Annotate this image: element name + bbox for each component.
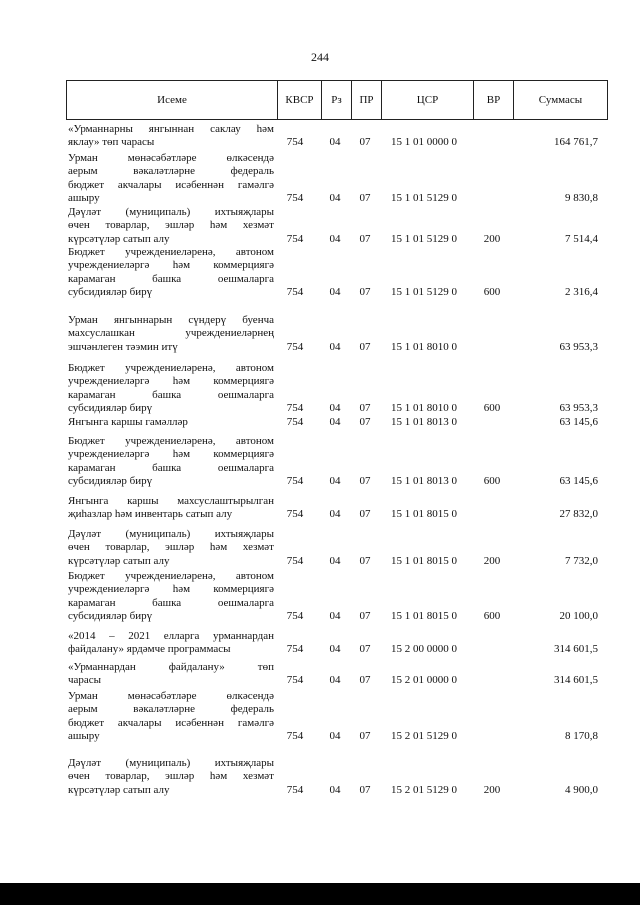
row-csr: 15 1 01 8010 0 bbox=[391, 402, 457, 415]
table-row bbox=[66, 314, 608, 354]
row-sum: 20 100,0 bbox=[559, 610, 598, 623]
row-sum: 63 953,3 bbox=[559, 402, 598, 415]
row-name-line: күрсәтүләр сатып алу bbox=[68, 554, 170, 567]
row-pr: 07 bbox=[359, 730, 371, 743]
row-rz: 04 bbox=[329, 508, 341, 521]
row-sum: 2 316,4 bbox=[565, 286, 598, 299]
row-rz: 04 bbox=[329, 286, 341, 299]
row-csr: 15 1 01 8010 0 bbox=[391, 340, 457, 353]
header-kvsr: КВСР bbox=[277, 81, 321, 119]
row-pr: 07 bbox=[359, 674, 371, 687]
row-name bbox=[68, 570, 274, 624]
table-row bbox=[66, 661, 608, 688]
row-kvsr: 754 bbox=[286, 783, 304, 796]
row-kvsr: 754 bbox=[286, 286, 304, 299]
row-name-line: Бюджет учреждениеләренә, автоном bbox=[68, 570, 274, 582]
row-name-line: Бюджет учреждениеләренә, автоном bbox=[68, 435, 274, 447]
row-rz: 04 bbox=[329, 475, 341, 488]
row-rz: 04 bbox=[329, 643, 341, 656]
row-name-line: субсидияләр бирү bbox=[68, 610, 153, 623]
row-name-line: карамаган башка оешмаларга bbox=[68, 461, 274, 474]
row-name-line: субсидияләр бирү bbox=[68, 286, 153, 299]
table-row bbox=[66, 570, 608, 624]
row-pr: 07 bbox=[359, 286, 371, 299]
row-name-line: учреждениеләргә һәм коммерциягә bbox=[68, 375, 274, 388]
row-kvsr: 754 bbox=[286, 475, 304, 488]
row-name-line: Янгынга каршы махсуслаштырылган bbox=[68, 495, 274, 507]
row-rz: 04 bbox=[329, 232, 341, 245]
row-name bbox=[68, 314, 274, 354]
row-name-line: Урман мөнәсәбәтләре өлкәсендә bbox=[68, 690, 274, 702]
row-csr: 15 1 01 8015 0 bbox=[391, 508, 457, 521]
row-kvsr: 754 bbox=[286, 192, 304, 205]
row-csr: 15 1 01 0000 0 bbox=[391, 136, 457, 149]
row-name-line: аерым вәкаләтләрне федераль bbox=[68, 703, 274, 716]
row-name-line: карамаган башка оешмаларга bbox=[68, 596, 274, 609]
row-name-line: бюджет акчалары исәбеннән гамәлгә bbox=[68, 716, 274, 729]
row-pr: 07 bbox=[359, 232, 371, 245]
row-csr: 15 1 01 8015 0 bbox=[391, 610, 457, 623]
row-csr: 15 1 01 5129 0 bbox=[391, 286, 457, 299]
row-kvsr: 754 bbox=[286, 232, 304, 245]
row-sum: 9 830,8 bbox=[565, 192, 598, 205]
row-name-line: Янгынга каршы гамәлләр bbox=[68, 416, 188, 428]
row-pr: 07 bbox=[359, 402, 371, 415]
row-name-line: карамаган башка оешмаларга bbox=[68, 272, 274, 285]
header-name: Исеме bbox=[157, 94, 187, 106]
row-name bbox=[68, 152, 274, 206]
scan-edge bbox=[0, 883, 640, 905]
table-row bbox=[66, 630, 608, 657]
row-pr: 07 bbox=[359, 475, 371, 488]
row-rz: 04 bbox=[329, 554, 341, 567]
row-name bbox=[68, 416, 274, 429]
row-csr: 15 1 01 8013 0 bbox=[391, 475, 457, 488]
row-name-line: учреждениеләргә һәм коммерциягә bbox=[68, 583, 274, 596]
row-sum: 27 832,0 bbox=[559, 508, 598, 521]
row-name-line: яклау» төп чарасы bbox=[68, 136, 155, 149]
row-name bbox=[68, 757, 274, 797]
row-name-line: җиһазлар һәм инвентарь сатып алу bbox=[68, 508, 233, 521]
header-csr: ЦСР bbox=[381, 81, 473, 119]
row-sum: 4 900,0 bbox=[565, 783, 598, 796]
row-sum: 63 145,6 bbox=[559, 415, 598, 428]
row-pr: 07 bbox=[359, 508, 371, 521]
row-csr: 15 2 01 0000 0 bbox=[391, 674, 457, 687]
row-pr: 07 bbox=[359, 783, 371, 796]
table-row bbox=[66, 690, 608, 744]
row-pr: 07 bbox=[359, 610, 371, 623]
row-name-line: учреждениеләргә һәм коммерциягә bbox=[68, 448, 274, 461]
row-csr: 15 1 01 8013 0 bbox=[391, 415, 457, 428]
row-name-line: Дәүләт (муниципаль) ихтыяҗлары bbox=[68, 528, 274, 540]
row-kvsr: 754 bbox=[286, 136, 304, 149]
row-sum: 314 601,5 bbox=[554, 674, 598, 687]
header-vr: ВР bbox=[473, 81, 513, 119]
row-name-line: файдалану» ярдәмче программасы bbox=[68, 643, 231, 656]
row-name bbox=[68, 246, 274, 300]
row-name-line: Бюджет учреждениеләренә, автоном bbox=[68, 246, 274, 258]
row-sum: 164 761,7 bbox=[554, 136, 598, 149]
row-kvsr: 754 bbox=[286, 402, 304, 415]
row-name bbox=[68, 690, 274, 744]
row-name-line: бюджет акчалары исәбеннән гамәлгә bbox=[68, 178, 274, 191]
row-csr: 15 2 00 0000 0 bbox=[391, 643, 457, 656]
row-csr: 15 2 01 5129 0 bbox=[391, 730, 457, 743]
row-vr: 600 bbox=[483, 475, 501, 488]
row-name-line: «2014 – 2021 елларга урманнардан bbox=[68, 630, 274, 642]
row-rz: 04 bbox=[329, 192, 341, 205]
row-pr: 07 bbox=[359, 192, 371, 205]
row-sum: 8 170,8 bbox=[565, 730, 598, 743]
table-row bbox=[66, 757, 608, 797]
table-header bbox=[66, 80, 608, 120]
row-rz: 04 bbox=[329, 730, 341, 743]
row-name-line: Урман мөнәсәбәтләре өлкәсендә bbox=[68, 152, 274, 164]
row-pr: 07 bbox=[359, 415, 371, 428]
row-sum: 7 732,0 bbox=[565, 554, 598, 567]
row-name bbox=[68, 528, 274, 568]
row-name-line: Дәүләт (муниципаль) ихтыяҗлары bbox=[68, 206, 274, 218]
row-name-line: өчен товарлар, эшләр һәм хезмәт bbox=[68, 770, 274, 783]
row-rz: 04 bbox=[329, 136, 341, 149]
row-kvsr: 754 bbox=[286, 554, 304, 567]
row-name-line: субсидияләр бирү bbox=[68, 475, 153, 488]
row-pr: 07 bbox=[359, 136, 371, 149]
row-rz: 04 bbox=[329, 783, 341, 796]
row-kvsr: 754 bbox=[286, 730, 304, 743]
table-row bbox=[66, 206, 608, 246]
row-kvsr: 754 bbox=[286, 415, 304, 428]
row-name-line: өчен товарлар, эшләр һәм хезмәт bbox=[68, 219, 274, 232]
header-sum: Суммасы bbox=[513, 81, 607, 119]
row-pr: 07 bbox=[359, 643, 371, 656]
table-row bbox=[66, 123, 608, 150]
row-csr: 15 1 01 5129 0 bbox=[391, 232, 457, 245]
table-row bbox=[66, 495, 608, 522]
row-kvsr: 754 bbox=[286, 508, 304, 521]
row-kvsr: 754 bbox=[286, 340, 304, 353]
row-name bbox=[68, 206, 274, 246]
row-name bbox=[68, 435, 274, 489]
row-name-line: махсуслашкан учреждениеләрнең bbox=[68, 327, 274, 340]
table-row bbox=[66, 362, 608, 416]
row-vr: 200 bbox=[483, 783, 501, 796]
row-vr: 600 bbox=[483, 402, 501, 415]
row-name bbox=[68, 362, 274, 416]
table-row bbox=[66, 528, 608, 568]
row-name-line: субсидияләр бирү bbox=[68, 402, 153, 415]
table-row bbox=[66, 246, 608, 300]
row-kvsr: 754 bbox=[286, 674, 304, 687]
row-vr: 200 bbox=[483, 232, 501, 245]
page-number: 244 bbox=[311, 50, 329, 64]
row-kvsr: 754 bbox=[286, 610, 304, 623]
row-name-line: Урман янгыннарын сүндерү буенча bbox=[68, 314, 274, 326]
row-name-line: карамаган башка оешмаларга bbox=[68, 388, 274, 401]
row-name-line: аерым вәкаләтләрне федераль bbox=[68, 165, 274, 178]
row-name bbox=[68, 495, 274, 522]
row-name-line: эшчәнлеген тәэмин итү bbox=[68, 340, 178, 353]
row-sum: 63 145,6 bbox=[559, 475, 598, 488]
table-row bbox=[66, 152, 608, 206]
row-vr: 600 bbox=[483, 286, 501, 299]
row-name-line: ашыру bbox=[68, 192, 100, 205]
row-name-line: чарасы bbox=[68, 674, 102, 687]
row-pr: 07 bbox=[359, 554, 371, 567]
row-csr: 15 1 01 5129 0 bbox=[391, 192, 457, 205]
row-name bbox=[68, 661, 274, 688]
row-vr: 200 bbox=[483, 554, 501, 567]
row-sum: 314 601,5 bbox=[554, 643, 598, 656]
row-csr: 15 2 01 5129 0 bbox=[391, 783, 457, 796]
row-sum: 63 953,3 bbox=[559, 340, 598, 353]
row-name-line: Бюджет учреждениеләренә, автоном bbox=[68, 362, 274, 374]
row-name-line: «Урманнарны янгыннан саклау һәм bbox=[68, 123, 274, 135]
row-pr: 07 bbox=[359, 340, 371, 353]
row-rz: 04 bbox=[329, 610, 341, 623]
row-name-line: Дәүләт (муниципаль) ихтыяҗлары bbox=[68, 757, 274, 769]
row-rz: 04 bbox=[329, 415, 341, 428]
row-name bbox=[68, 123, 274, 150]
row-rz: 04 bbox=[329, 340, 341, 353]
row-name-line: учреждениеләргә һәм коммерциягә bbox=[68, 259, 274, 272]
row-name-line: күрсәтүләр сатып алу bbox=[68, 783, 170, 796]
header-rz: Рз bbox=[321, 81, 351, 119]
row-name bbox=[68, 630, 274, 657]
table-row bbox=[66, 416, 608, 429]
row-name-line: ашыру bbox=[68, 730, 100, 743]
row-vr: 600 bbox=[483, 610, 501, 623]
header-pr: ПР bbox=[351, 81, 381, 119]
row-sum: 7 514,4 bbox=[565, 232, 598, 245]
row-kvsr: 754 bbox=[286, 643, 304, 656]
row-csr: 15 1 01 8015 0 bbox=[391, 554, 457, 567]
row-name-line: өчен товарлар, эшләр һәм хезмәт bbox=[68, 541, 274, 554]
row-name-line: «Урманнардан файдалану» төп bbox=[68, 661, 274, 673]
row-rz: 04 bbox=[329, 402, 341, 415]
row-name-line: күрсәтүләр сатып алу bbox=[68, 232, 170, 245]
table-row bbox=[66, 435, 608, 489]
row-rz: 04 bbox=[329, 674, 341, 687]
